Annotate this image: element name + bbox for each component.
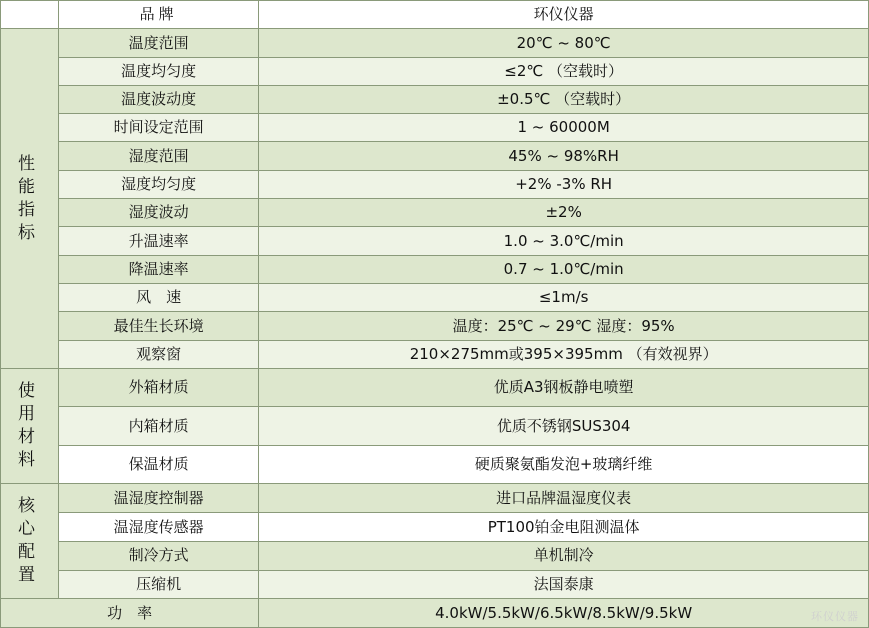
table-row: [1, 85, 869, 113]
table-row: [1, 114, 869, 142]
group-char: 标: [18, 222, 42, 243]
spec-item: 温湿度传感器: [59, 513, 259, 542]
group-char: 置: [18, 565, 42, 586]
spec-item: 最佳生长环境: [59, 312, 259, 340]
spec-item: 温度范围: [59, 29, 259, 57]
spec-value: 20℃ ~ 80℃: [259, 29, 869, 57]
group-char: 配: [18, 542, 42, 563]
spec-item: 温度均匀度: [59, 57, 259, 85]
table-row: [1, 312, 869, 340]
spec-value: ≤2℃ （空载时）: [259, 57, 869, 85]
group-char: 心: [18, 519, 42, 540]
spec-value: PT100铂金电阻测温体: [259, 513, 869, 542]
spec-item: 温度波动度: [59, 85, 259, 113]
spec-item: 湿度均匀度: [59, 170, 259, 198]
spec-value: ≤1m/s: [259, 283, 869, 311]
spec-value: 1.0 ~ 3.0℃/min: [259, 227, 869, 255]
spec-item: 时间设定范围: [59, 114, 259, 142]
spec-value: 温度：25℃ ~ 29℃ 湿度：95%: [259, 312, 869, 340]
group-label-performance: [1, 29, 59, 369]
group-char: 用: [18, 404, 42, 425]
table-row: [1, 199, 869, 227]
group-char: 使: [18, 381, 42, 402]
spec-value: 法国泰康: [259, 570, 869, 599]
spec-value: ±0.5℃ （空载时）: [259, 85, 869, 113]
spec-value: 优质不锈钢SUS304: [259, 407, 869, 445]
power-value: 4.0kW/5.5kW/6.5kW/8.5kW/9.5kW: [259, 599, 869, 628]
spec-value: 优质A3钢板静电喷塑: [259, 368, 869, 406]
spec-item: 外箱材质: [59, 368, 259, 406]
spec-value: 单机制冷: [259, 541, 869, 570]
table-row: [1, 170, 869, 198]
spec-item: 风 速: [59, 283, 259, 311]
spec-item: 内箱材质: [59, 407, 259, 445]
table-row-brand: [1, 1, 869, 29]
spec-item: 观察窗: [59, 340, 259, 368]
spec-value: 硬质聚氨酯发泡+玻璃纤维: [259, 445, 869, 483]
table-row: [1, 541, 869, 570]
spec-value: 进口品牌温湿度仪表: [259, 484, 869, 513]
power-label: 功 率: [1, 599, 259, 628]
table-row: [1, 484, 869, 513]
table-row: [1, 368, 869, 406]
table-row: [1, 57, 869, 85]
table-row: [1, 445, 869, 483]
brand-value: 环仪仪器: [259, 1, 869, 29]
table-row: [1, 570, 869, 599]
table-row: [1, 283, 869, 311]
spec-value: 1 ~ 60000M: [259, 114, 869, 142]
brand-corner-cell: [1, 1, 59, 29]
spec-value: 45% ~ 98%RH: [259, 142, 869, 170]
brand-label: 品牌: [59, 1, 259, 29]
table-row: [1, 513, 869, 542]
watermark-text: 环仪仪器: [811, 610, 859, 623]
spec-item: 湿度范围: [59, 142, 259, 170]
spec-item: 温湿度控制器: [59, 484, 259, 513]
spec-item: 制冷方式: [59, 541, 259, 570]
spec-item: 压缩机: [59, 570, 259, 599]
group-label-materials: [1, 368, 59, 483]
table-row: [1, 29, 869, 57]
table-row: [1, 255, 869, 283]
group-label-core-config: [1, 484, 59, 599]
group-char: 性: [18, 153, 42, 174]
spec-value: +2% -3% RH: [259, 170, 869, 198]
spec-value: 0.7 ~ 1.0℃/min: [259, 255, 869, 283]
table-row-power: [1, 599, 869, 628]
table-row: [1, 227, 869, 255]
spec-item: 保温材质: [59, 445, 259, 483]
table-row: [1, 407, 869, 445]
group-char: 材: [18, 427, 42, 448]
spec-value: ±2%: [259, 199, 869, 227]
spec-value: 210×275mm或395×395mm （有效视界）: [259, 340, 869, 368]
spec-item: 升温速率: [59, 227, 259, 255]
group-char: 料: [18, 449, 42, 470]
table-row: [1, 142, 869, 170]
group-char: 核: [18, 496, 42, 517]
group-char: 能: [18, 176, 42, 197]
spec-item: 降温速率: [59, 255, 259, 283]
table-row: [1, 340, 869, 368]
spec-item: 湿度波动: [59, 199, 259, 227]
group-char: 指: [18, 199, 42, 220]
